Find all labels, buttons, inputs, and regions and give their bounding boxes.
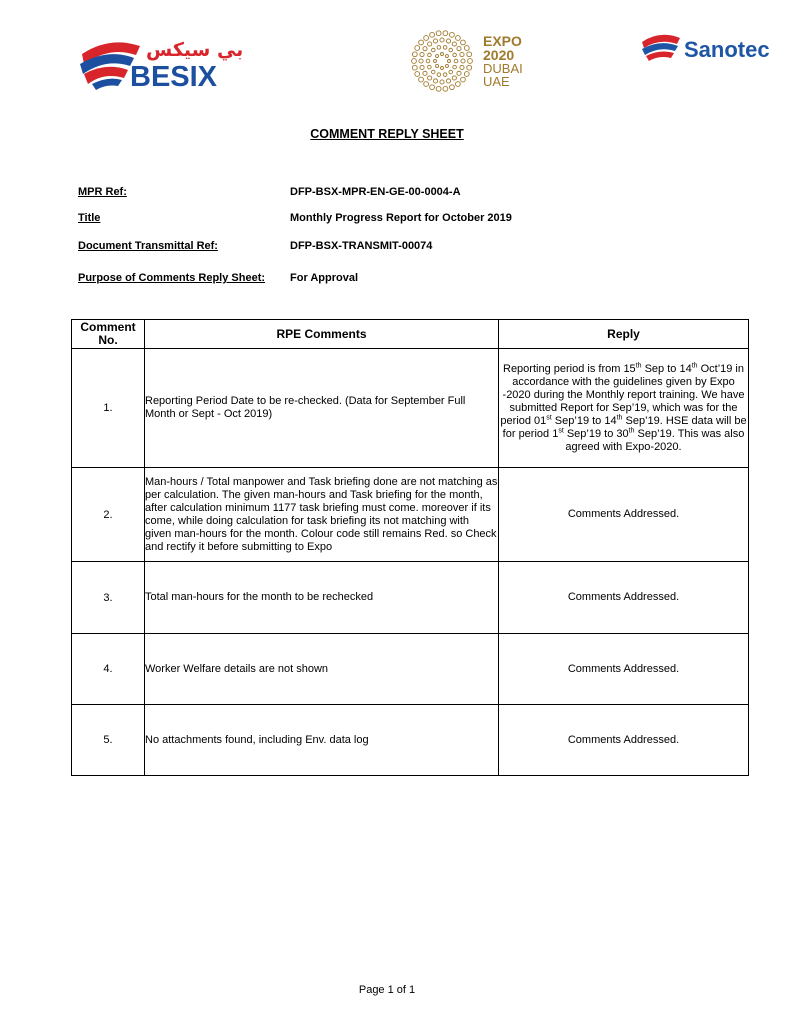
expo-line-1: EXPO (483, 33, 522, 49)
page-footer: Page 1 of 1 (358, 984, 416, 996)
table-header-row (72, 320, 749, 349)
rpe-comment: Worker Welfare details are not shown (145, 634, 499, 705)
expo-line-3: DUBAI (483, 61, 523, 76)
table-row (72, 468, 749, 562)
transmittal-ref-label: Document Transmittal Ref: (78, 240, 218, 252)
mpr-ref-value: DFP-BSX-MPR-EN-GE-00-0004-A (290, 186, 461, 198)
reply-text: Comments Addressed. (499, 468, 749, 562)
rpe-comment: Man-hours / Total manpower and Task briefing done are not matching as per calculation. The given man-hours and Task briefing for the month, after calculation minimum 1177 task briefing must come. moreover if its come, while doing calculation for task briefing its not matching with given man-hours for the month. Colour code still remains Red. so Check and rectify it before submitting to Expo (145, 468, 499, 562)
purpose-label: Purpose of Comments Reply Sheet: (78, 272, 266, 284)
header-rpe-comments: RPE Comments (145, 320, 499, 349)
header-comment-no: Comment No. (72, 320, 145, 349)
rpe-comment: Reporting Period Date to be re-checked. (Data for September Full Month or Sept - Oct 2019) (145, 349, 499, 468)
comment-number: 5. (72, 705, 145, 776)
expo-2020-logo (409, 25, 537, 98)
sheet-title: COMMENT REPLY SHEET (310, 127, 464, 141)
table-row (72, 634, 749, 705)
reply-text: Comments Addressed. (499, 634, 749, 705)
table-row (72, 705, 749, 776)
purpose-value: For Approval (290, 272, 359, 284)
comment-number: 1. (72, 349, 145, 468)
header-reply: Reply (499, 320, 749, 349)
reply-rich-text: Reporting period is from 15th Sep to 14th Oct’19 in accordance with the guidelines given by Expo -2020 during the Monthly report training. We have submitted Report for Sep’19, which was for the period 01st Sep’19 to 14th Sep’19. HSE data will be for period 1st Sep’19 to 30th Sep’19. This was also agreed with Expo-2020. (500, 361, 747, 453)
besix-logo-text: BESIX (130, 61, 218, 93)
sanotec-logo (638, 28, 768, 70)
title-label: Title (78, 212, 101, 224)
comment-number: 3. (72, 562, 145, 634)
table-row (72, 349, 749, 468)
reply-text (499, 349, 749, 468)
expo-line-4: UAE (483, 74, 510, 89)
transmittal-ref-value: DFP-BSX-TRANSMIT-00074 (290, 240, 433, 252)
title-value: Monthly Progress Report for October 2019 (290, 212, 512, 224)
expo-ring-icon (412, 31, 473, 91)
reply-text: Comments Addressed. (499, 562, 749, 634)
comment-number: 2. (72, 468, 145, 562)
expo-line-2: 2020 (483, 47, 515, 63)
reply-text: Comments Addressed. (499, 705, 749, 776)
rpe-comment: Total man-hours for the month to be rechecked (145, 562, 499, 634)
besix-logo (70, 28, 244, 104)
comment-number: 4. (72, 634, 145, 705)
sanotec-logo-text: Sanotec (684, 37, 770, 62)
besix-arabic-text: بي سيكس (146, 39, 244, 61)
mpr-ref-label: MPR Ref: (78, 186, 127, 198)
comments-table (71, 319, 749, 776)
rpe-comment: No attachments found, including Env. data log (145, 705, 499, 776)
table-row (72, 562, 749, 634)
